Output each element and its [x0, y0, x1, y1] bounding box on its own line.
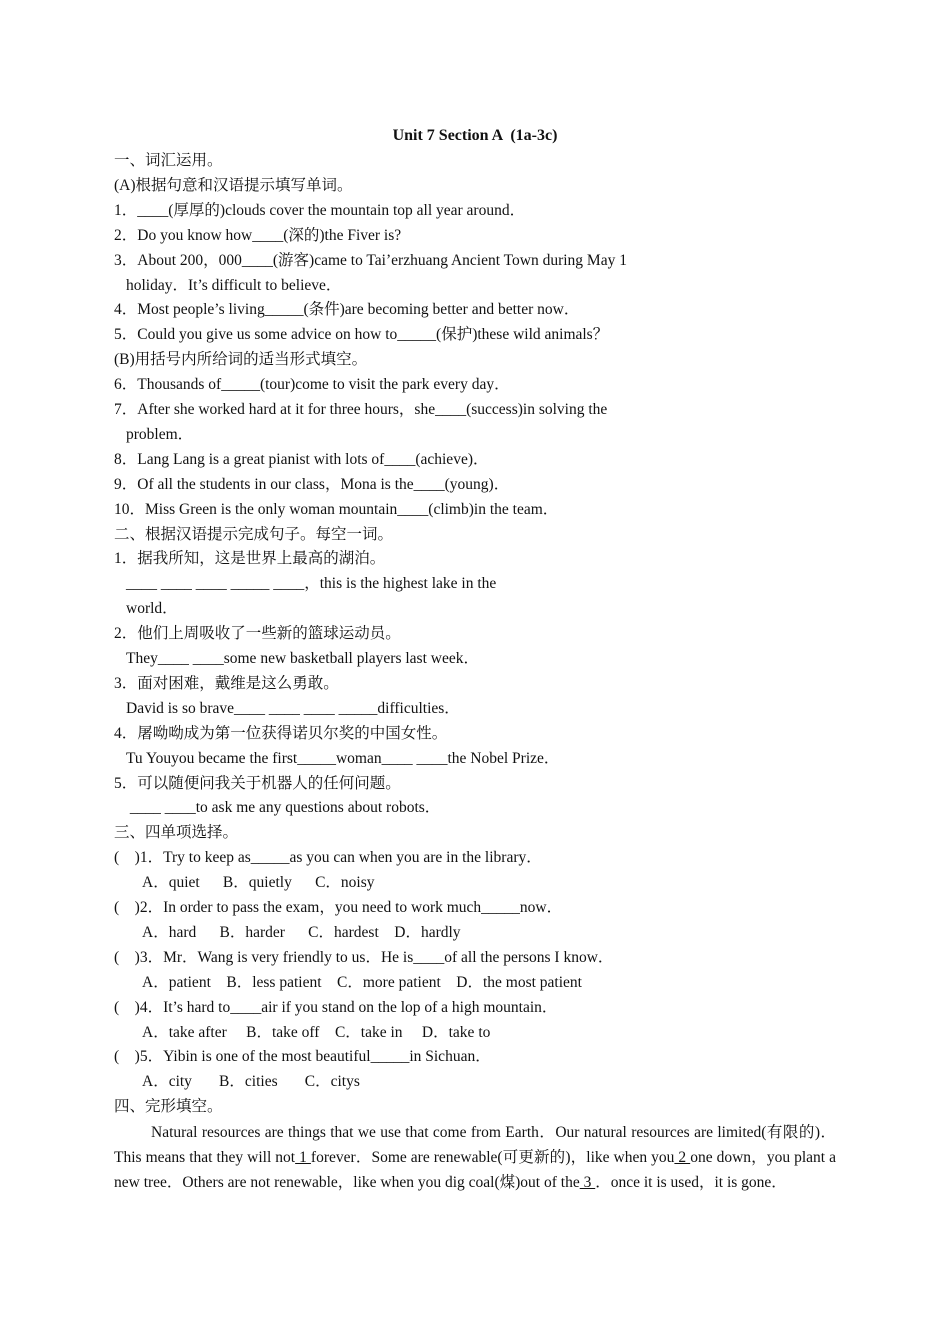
text-line: They____ ____some new basketball players last week．: [126, 650, 479, 667]
text-line: ____ ____ ____ _____ ____，this is the highest lake in the: [126, 575, 497, 593]
text-line: 四、完形填空。: [114, 1098, 223, 1116]
text-line: 5．Could you give us some advice on how to_____(保护)these wild animals？: [114, 326, 609, 344]
text-line: 3．面对困难，戴维是这么勇敢。: [114, 674, 339, 692]
text-line: ( )5．Yibin is one of the most beautiful_____in Sichuan．: [114, 1048, 491, 1066]
passage-text-1: Natural resources are things that we use that come from Earth．Our natural resources are limited(有限的)．This means that they will not: [114, 1124, 836, 1166]
text-line: A．patient B．less patient C．more patient D．the most patient: [142, 973, 582, 991]
text-line: 5．可以随便问我关于机器人的任何问题。: [114, 774, 401, 792]
text-line: ( )3．Mr．Wang is very friendly to us．He is____of all the persons I know．: [114, 948, 614, 966]
text-line: 1．据我所知，这是世界上最高的湖泊。: [114, 550, 386, 568]
text-line: Tu Youyou became the first_____woman____ ____the Nobel Prize．: [126, 749, 560, 767]
page-title: Unit 7 Section A (1a-3c): [392, 127, 558, 144]
text-line: 二、根据汉语提示完成句子。每空一词。: [114, 525, 394, 543]
text-line: 4．屠呦呦成为第一位获得诺贝尔奖的中国女性。: [114, 724, 448, 742]
text-line: 1．____(厚厚的)clouds cover the mountain top all year around．: [114, 201, 526, 219]
text-line: ( )4．It’s hard to____air if you stand on the lop of a high mountain．: [114, 998, 558, 1016]
blank-2: 2: [674, 1149, 691, 1166]
text-line: (A)根据句意和汉语提示填写单词。: [114, 176, 353, 194]
text-line: ____ ____to ask me any questions about robots．: [126, 799, 441, 817]
text-line: problem．: [126, 425, 194, 443]
text-line: 6．Thousands of_____(tour)come to visit the park every day．: [114, 376, 510, 394]
blank-1: 1: [295, 1149, 311, 1166]
text-line: 2．Do you know how____(深的)the Fiver is?: [114, 226, 402, 244]
text-line: 三、四单项选择。: [114, 824, 239, 842]
text-line: ( )1．Try to keep as_____as you can when you are in the library．: [114, 849, 542, 867]
text-line: 一、词汇运用。: [114, 152, 223, 169]
passage-text-4: ．once it is used，it is gone．: [595, 1174, 787, 1191]
text-line: A．hard B．harder C．hardest D．hardly: [142, 923, 461, 941]
text-line: holiday．It’s difficult to believe．: [126, 276, 342, 294]
text-line: A．city B．cities C．citys: [142, 1073, 360, 1091]
passage-text-3: one down，you plant a new tree．Others are not renewable，like when you dig coal(煤)out of the: [114, 1149, 836, 1191]
text-line: (B)用括号内所给词的适当形式填空。: [114, 351, 368, 369]
text-line: 2．他们上周吸收了一些新的篮球运动员。: [114, 625, 401, 643]
text-line: David is so brave____ ____ ____ _____difficulties．: [126, 699, 460, 717]
text-line: ( )2．In order to pass the exam，you need to work much_____now．: [114, 899, 563, 916]
text-line: 10．Miss Green is the only woman mountain____(climb)in the team．: [114, 500, 559, 518]
text-line: 7．After she worked hard at it for three hours，she____(success)in solving the: [114, 401, 608, 418]
blank-3: 3: [579, 1174, 596, 1191]
text-line: 8．Lang Lang is a great pianist with lots of____(achieve)．: [114, 450, 489, 468]
passage-text-2: forever．Some are renewable(可更新的)，like when you: [310, 1149, 675, 1166]
text-line: A．take after B．take off C．take in D．take to: [142, 1023, 491, 1041]
cloze-passage: [114, 1120, 836, 1195]
text-line: 9．Of all the students in our class，Mona is the____(young)．: [114, 475, 510, 493]
text-line: 4．Most people’s living_____(条件)are becoming better and better now．: [114, 301, 580, 319]
text-line: 3．About 200，000____(游客)came to Tai’erzhuang Ancient Town during May 1: [114, 251, 627, 269]
text-line: A．quiet B．quietly C．noisy: [142, 874, 375, 892]
text-line: world．: [126, 600, 178, 618]
